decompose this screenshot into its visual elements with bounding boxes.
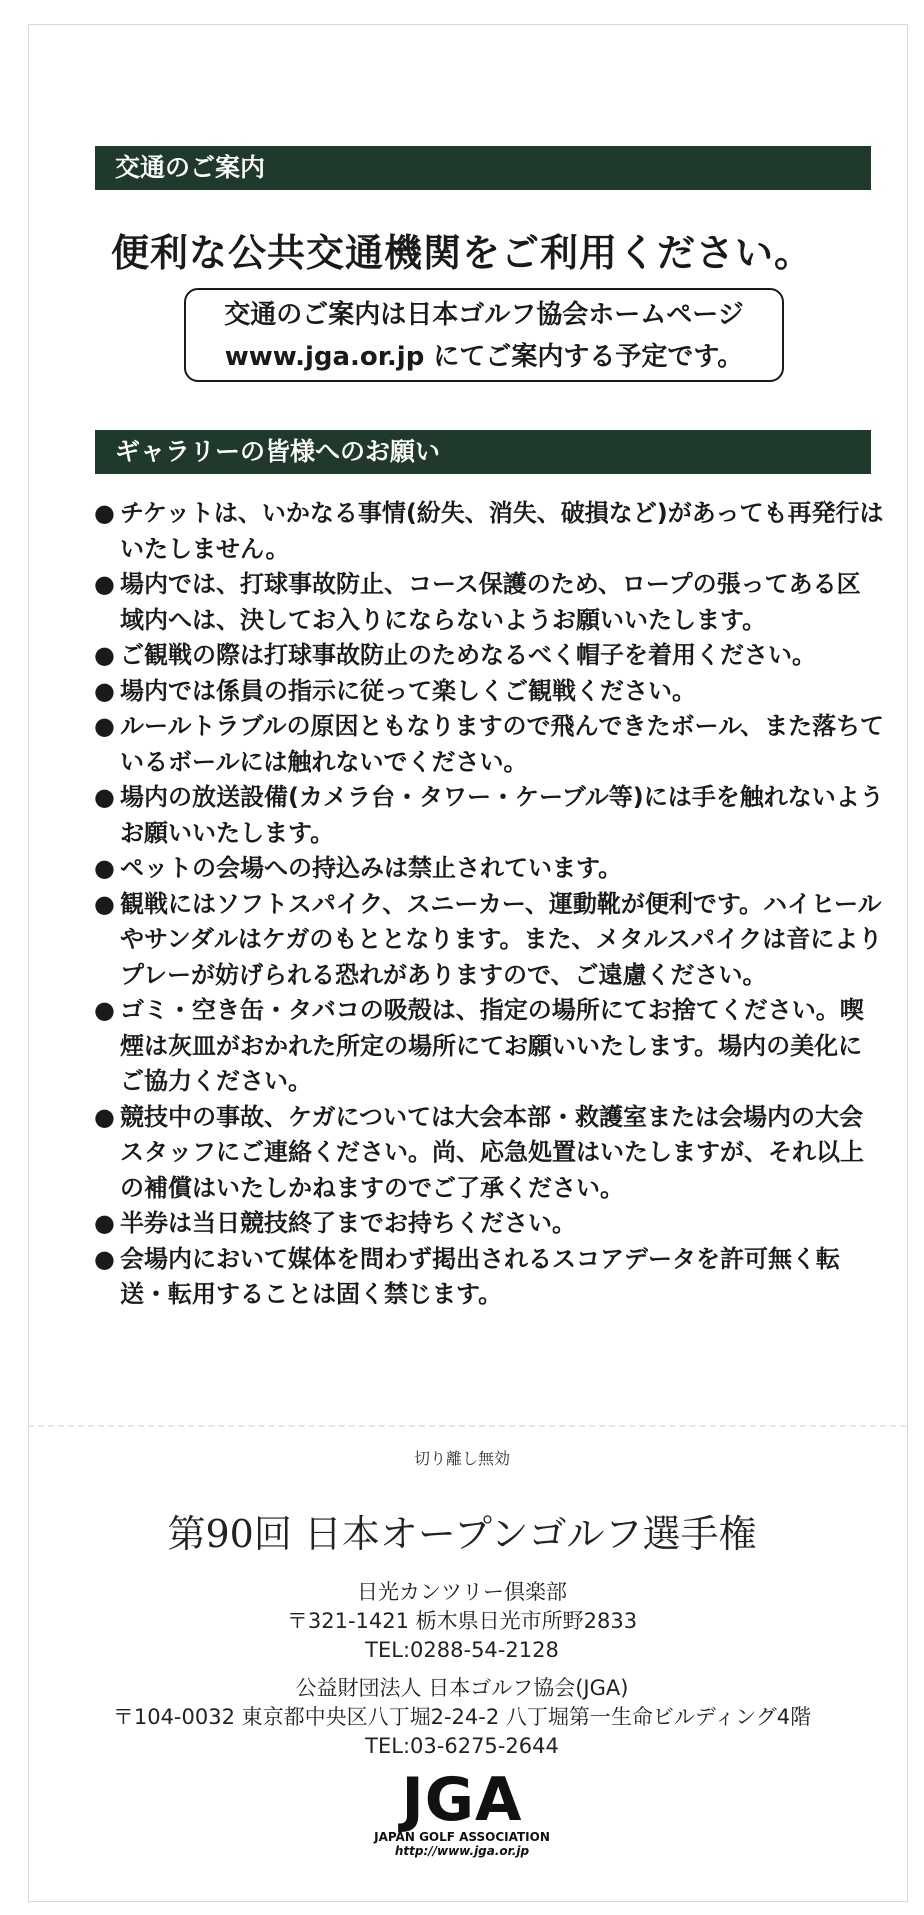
bullet-icon: ● bbox=[94, 570, 115, 598]
rule-text: 観戦にはソフトスパイク、スニーカー、運動靴が便利です。ハイヒールやサンダルはケガのもととなります。また、メタルスパイクは音によりプレーが妨げられる恐れがありますので、ご遠慮ください。 bbox=[120, 889, 883, 989]
void-if-detached-note: 切り離し無効 bbox=[413, 1449, 510, 1468]
rule-item bbox=[94, 1206, 884, 1242]
rule-item bbox=[94, 780, 884, 851]
rule-item bbox=[94, 674, 884, 710]
bullet-icon: ● bbox=[94, 499, 115, 527]
club-address: 〒321-1421 栃木県日光市所野2833 bbox=[286, 1609, 638, 1633]
rule-item bbox=[94, 851, 884, 887]
rule-text: 場内では、打球事故防止、コース保護のため、ロープの張ってある区域内へは、決してお入りにならないようお願いいたします。 bbox=[120, 570, 861, 634]
rule-text: ご観戦の際は打球事故防止のためなるべく帽子を着用ください。 bbox=[120, 641, 816, 669]
rule-text: ルールトラブルの原因ともなりますので飛んできたボール、また落ちているボールには触れないでください。 bbox=[120, 712, 884, 776]
jga-logo-mark: JGA bbox=[401, 1765, 523, 1835]
rule-text: 競技中の事故、ケガについては大会本部・救護室または会場内の大会スタッフにご連絡ください。尚、応急処置はいたしますが、それ以上の補償はいたしかねますのでご了承ください。 bbox=[120, 1102, 864, 1202]
rule-text: ゴミ・空き缶・タバコの吸殻は、指定の場所にてお捨てください。喫煙は灰皿がおかれた所定の場所にてお願いいたします。場内の美化にご協力ください。 bbox=[120, 996, 864, 1095]
perforation-line bbox=[28, 1425, 906, 1427]
rule-text: ペットの会場への持込みは禁止されています。 bbox=[120, 854, 623, 882]
club-name: 日光カンツリー倶楽部 bbox=[357, 1580, 567, 1604]
rule-item bbox=[94, 496, 884, 567]
rule-text: チケットは、いかなる事情(紛失、消失、破損など)があっても再発行はいたしません。 bbox=[120, 499, 884, 563]
rule-item bbox=[94, 887, 884, 994]
jga-logo-url: http://www.jga.or.jp bbox=[394, 1844, 530, 1858]
org-name: 公益財団法人 日本ゴルフ協会(JGA) bbox=[295, 1676, 629, 1700]
event-title: 第90回 日本オープンゴルフ選手権 bbox=[167, 1512, 757, 1556]
organizer-info bbox=[0, 1674, 924, 1761]
bullet-icon: ● bbox=[94, 1209, 115, 1237]
jga-logo-subtitle: JAPAN GOLF ASSOCIATION bbox=[374, 1830, 550, 1844]
rule-text: 場内では係員の指示に従って楽しくご観戦ください。 bbox=[120, 676, 696, 705]
org-address: 〒104-0032 東京都中央区八丁堀2-24-2 八丁堀第一生命ビルディング4階 bbox=[112, 1705, 812, 1729]
rule-text: 場内の放送設備(カメラ台・タワー・ケーブル等)には手を触れないようお願いいたします。 bbox=[120, 783, 884, 847]
rule-item bbox=[94, 709, 884, 780]
bullet-icon: ● bbox=[94, 889, 115, 918]
notice-line-1: 交通のご案内は日本ゴルフ協会ホームページ bbox=[224, 300, 744, 330]
rule-item bbox=[94, 1242, 884, 1313]
notice-line-2: www.jga.or.jp にてご案内する予定です。 bbox=[224, 342, 744, 372]
transport-headline: 便利な公共交通機関をご利用ください。 bbox=[110, 231, 813, 275]
bullet-icon: ● bbox=[94, 783, 115, 811]
rule-item bbox=[94, 993, 884, 1100]
rule-item bbox=[94, 638, 884, 674]
rule-item bbox=[94, 567, 884, 638]
gallery-section-header: ギャラリーの皆様へのお願い bbox=[95, 430, 871, 474]
rule-text: 会場内において媒体を問わず掲出されるスコアデータを許可無く転送・転用することは固く禁じます。 bbox=[120, 1244, 840, 1308]
bullet-icon: ● bbox=[94, 996, 115, 1024]
org-tel: TEL:03-6275-2644 bbox=[365, 1734, 559, 1758]
bullet-icon: ● bbox=[94, 854, 115, 882]
rule-item bbox=[94, 1100, 884, 1207]
bullet-icon: ● bbox=[94, 712, 115, 740]
club-tel: TEL:0288-54-2128 bbox=[365, 1638, 559, 1662]
bullet-icon: ● bbox=[94, 641, 115, 669]
bullet-icon: ● bbox=[94, 1102, 115, 1131]
bullet-icon: ● bbox=[94, 1244, 115, 1273]
bullet-icon: ● bbox=[94, 676, 115, 705]
transport-section-header: 交通のご案内 bbox=[95, 146, 871, 190]
rule-text: 半券は当日競技終了までお持ちください。 bbox=[120, 1209, 576, 1237]
gallery-rules-list bbox=[94, 496, 884, 1313]
transport-notice-box bbox=[184, 288, 784, 382]
venue-info bbox=[0, 1578, 924, 1665]
jga-logo bbox=[0, 1765, 924, 1858]
